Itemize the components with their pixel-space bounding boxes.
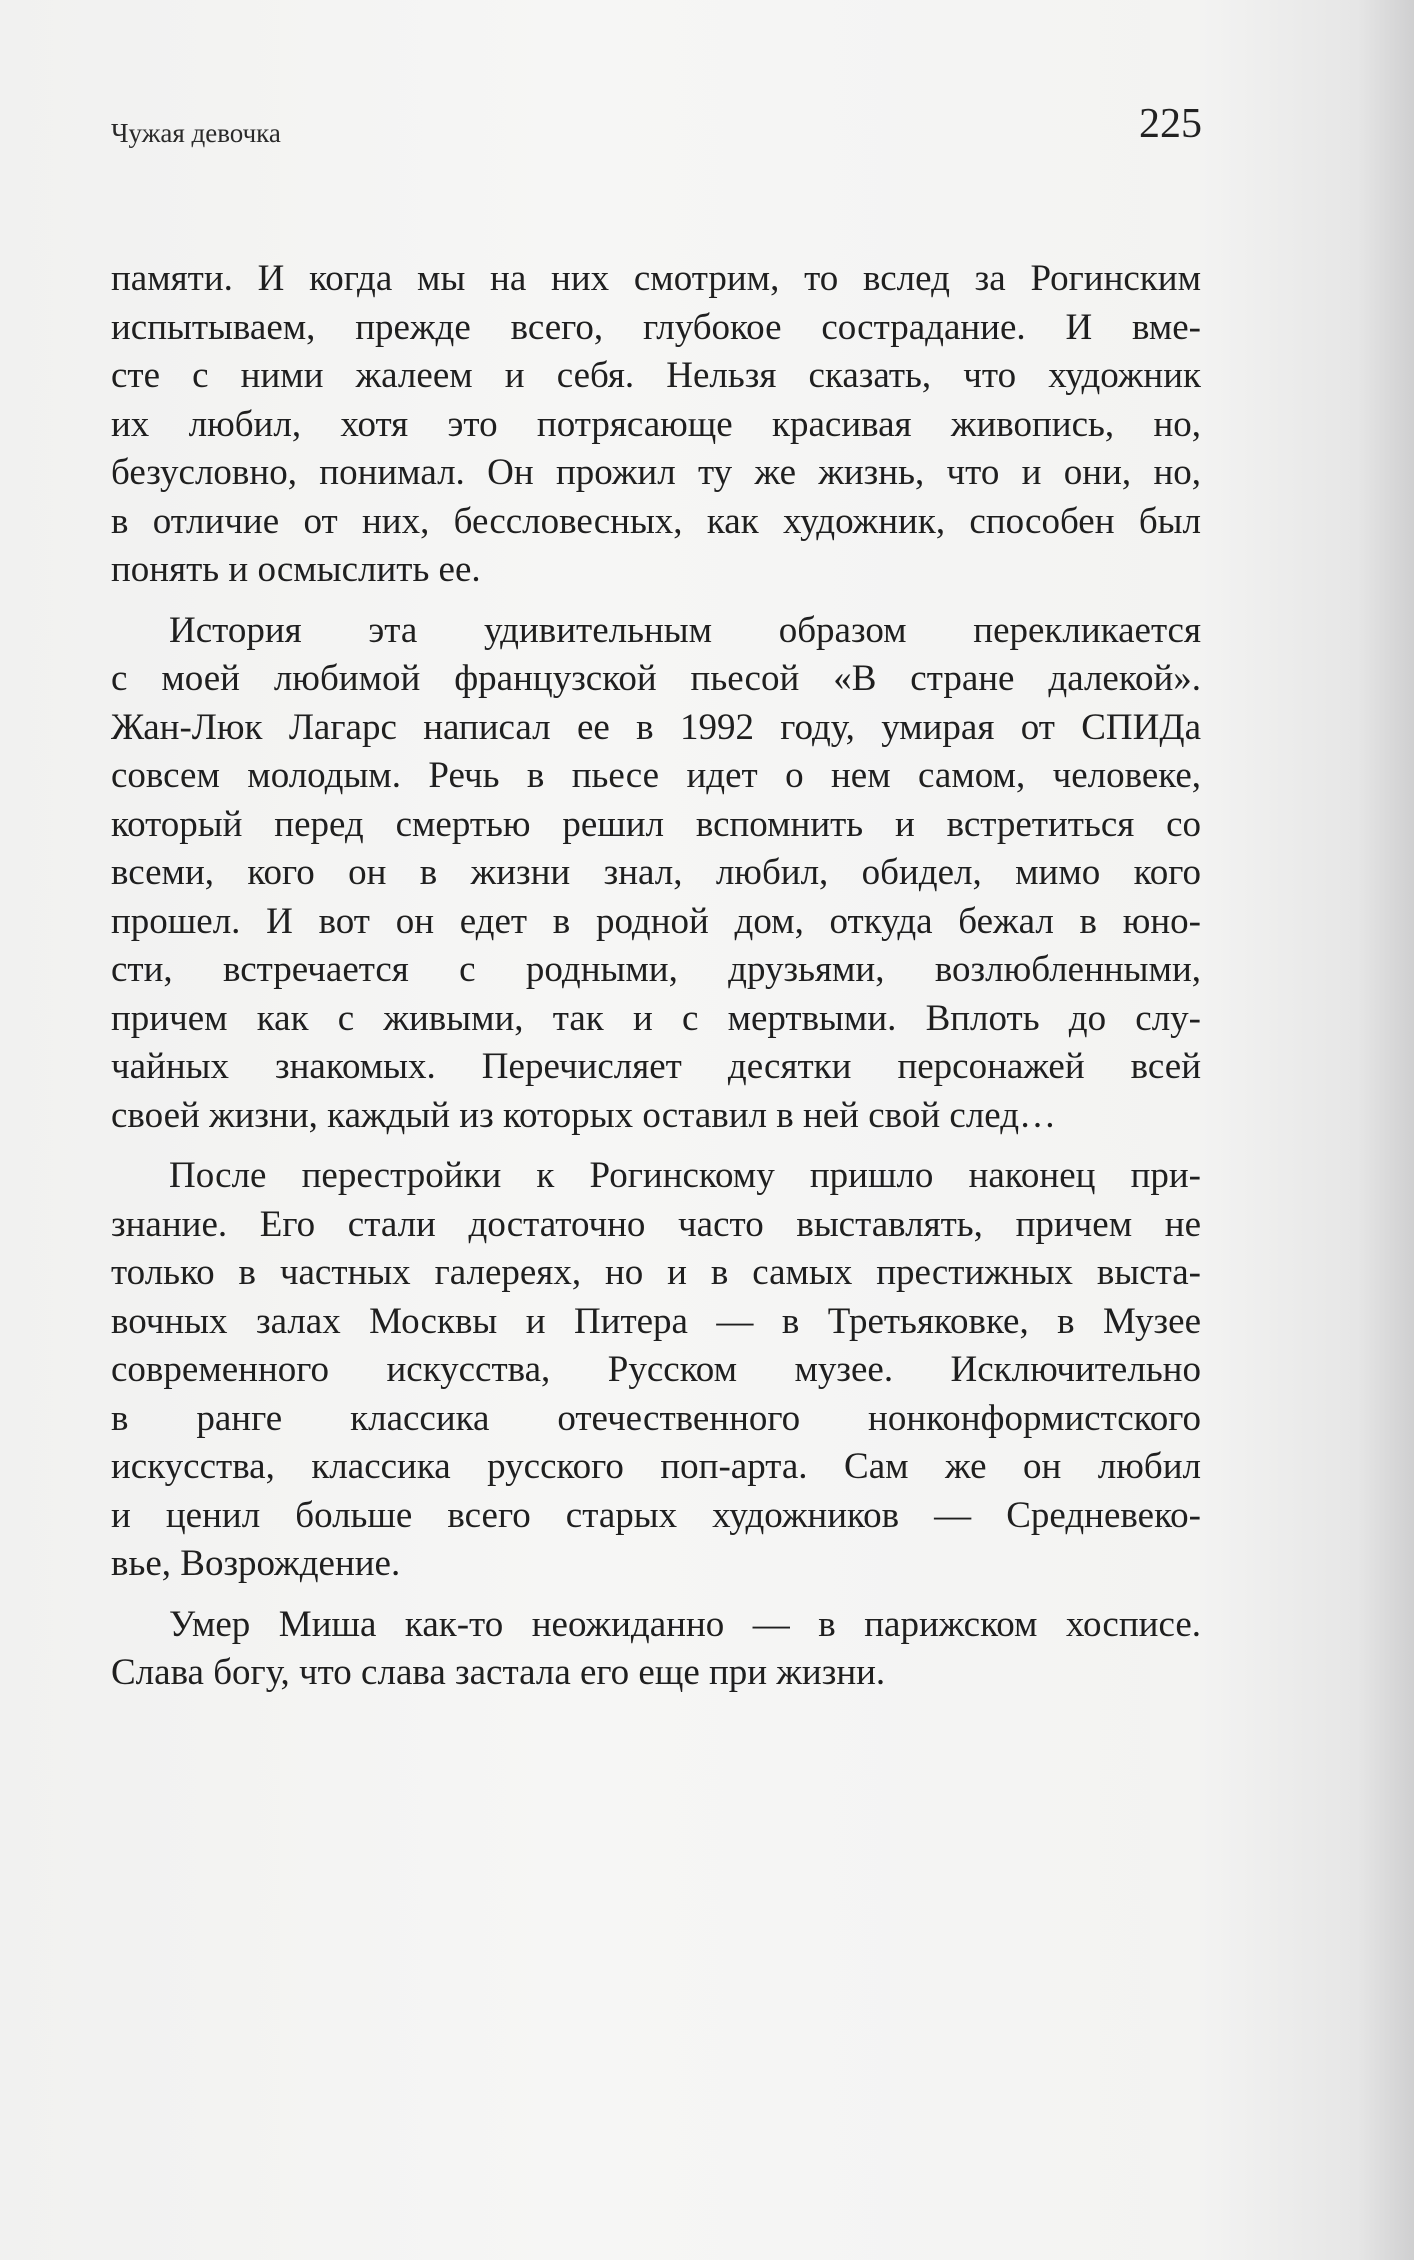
- text-line: в отличие от них, бессловесных, как художник, способен был: [111, 500, 1201, 542]
- text-line: в ранге классика отечественного нонконформистского: [111, 1397, 1201, 1439]
- text-line: совсем молодым. Речь в пьесе идет о нем самом, человеке,: [111, 755, 1201, 796]
- text-line: и ценил больше всего старых художников — Средневеко-: [111, 1494, 1201, 1536]
- text-line: История эта удивительным образом перекликается: [169, 609, 1201, 651]
- text-line: прошел. И вот он едет в родной дом, откуда бежал в юно-: [111, 900, 1201, 942]
- text-line: современного искусства, Русском музее. Исключительно: [111, 1349, 1201, 1390]
- paragraph: [111, 1152, 1201, 1589]
- text-line: Умер Миша как-то неожиданно — в парижском хосписе.: [169, 1603, 1201, 1645]
- text-line: памяти. И когда мы на них смотрим, то вслед за Рогинским: [111, 258, 1201, 299]
- text-line: их любил, хотя это потрясающе красивая живопись, но,: [111, 403, 1201, 445]
- page-number: 225: [1139, 101, 1202, 147]
- text-line: который перед смертью решил вспомнить и встретиться со: [111, 803, 1201, 845]
- text-line: всеми, кого он в жизни знал, любил, обидел, мимо кого: [111, 852, 1201, 893]
- text-line: сте с ними жалеем и себя. Нельзя сказать, что художник: [111, 355, 1201, 396]
- text-line: После перестройки к Рогинскому пришло наконец при-: [169, 1155, 1201, 1196]
- text-line: вочных залах Москвы и Питера — в Третьяковке, в Музее: [111, 1300, 1201, 1342]
- text-line: Жан-Люк Лагарс написал ее в 1992 году, умирая от СПИДа: [111, 706, 1201, 748]
- text-line: искусства, классика русского поп-арта. Сам же он любил: [111, 1446, 1201, 1487]
- running-head-title: Чужая девочка: [111, 118, 281, 148]
- text-line: Слава богу, что слава застала его еще при жизни.: [111, 1652, 886, 1693]
- paragraph: [111, 607, 1201, 1141]
- text-line: сти, встречается с родными, друзьями, возлюбленными,: [111, 949, 1201, 990]
- text-line: понять и осмыслить ее.: [111, 549, 481, 590]
- text-line: безусловно, понимал. Он прожил ту же жизнь, что и они, но,: [111, 452, 1201, 493]
- text-line: вье, Возрождение.: [111, 1543, 401, 1584]
- text-line: с моей любимой французской пьесой «В стране далекой».: [111, 658, 1201, 699]
- text-line: своей жизни, каждый из которых оставил в ней свой след…: [111, 1094, 1057, 1136]
- text-line: знание. Его стали достаточно часто выставлять, причем не: [111, 1203, 1201, 1245]
- text-line: причем как с живыми, так и с мертвыми. Вплоть до слу-: [111, 997, 1201, 1039]
- paragraph: [111, 255, 1201, 595]
- text-line: только в частных галереях, но и в самых престижных выста-: [111, 1252, 1201, 1293]
- text-line: чайных знакомых. Перечисляет десятки персонажей всей: [111, 1046, 1201, 1087]
- paragraph: [111, 1601, 1201, 1698]
- text-line: испытываем, прежде всего, глубокое сострадание. И вме-: [111, 306, 1201, 348]
- body-text: [111, 255, 1201, 1710]
